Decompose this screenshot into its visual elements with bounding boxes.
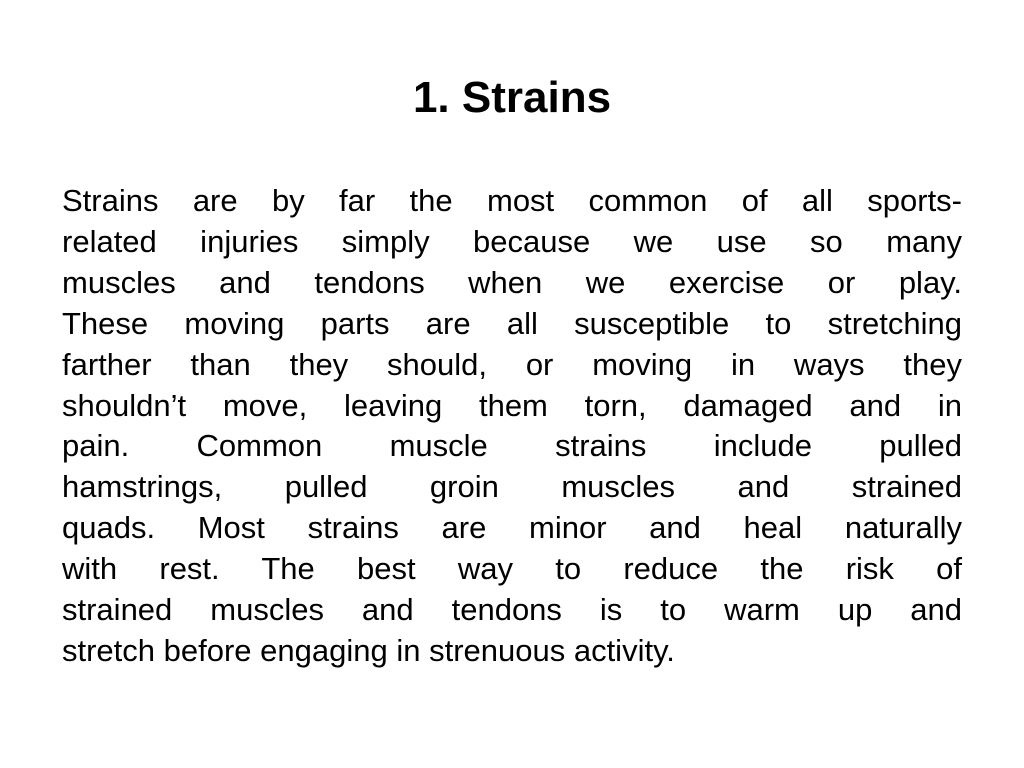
body-line: shouldn’t move, leaving them torn, damaged and in <box>62 387 962 423</box>
body-line: farther than they should, or moving in ways they <box>62 346 962 382</box>
body-line: strained muscles and tendons is to warm up and <box>62 592 962 628</box>
body-line: hamstrings, pulled groin muscles and strained <box>62 469 962 505</box>
slide-body-text <box>62 181 962 672</box>
body-line: muscles and tendons when we exercise or play. <box>62 264 962 300</box>
body-line: quads. Most strains are minor and heal naturally <box>62 510 962 546</box>
body-line: with rest. The best way to reduce the risk of <box>62 551 962 587</box>
slide-title: 1. Strains <box>412 73 612 122</box>
body-line: stretch before engaging in strenuous activity. <box>62 632 675 668</box>
body-line: Strains are by far the most common of all sports- <box>62 183 962 218</box>
body-line: These moving parts are all susceptible to stretching <box>62 305 962 341</box>
body-line: related injuries simply because we use so many <box>62 223 962 259</box>
body-line: pain. Common muscle strains include pulled <box>62 428 962 464</box>
